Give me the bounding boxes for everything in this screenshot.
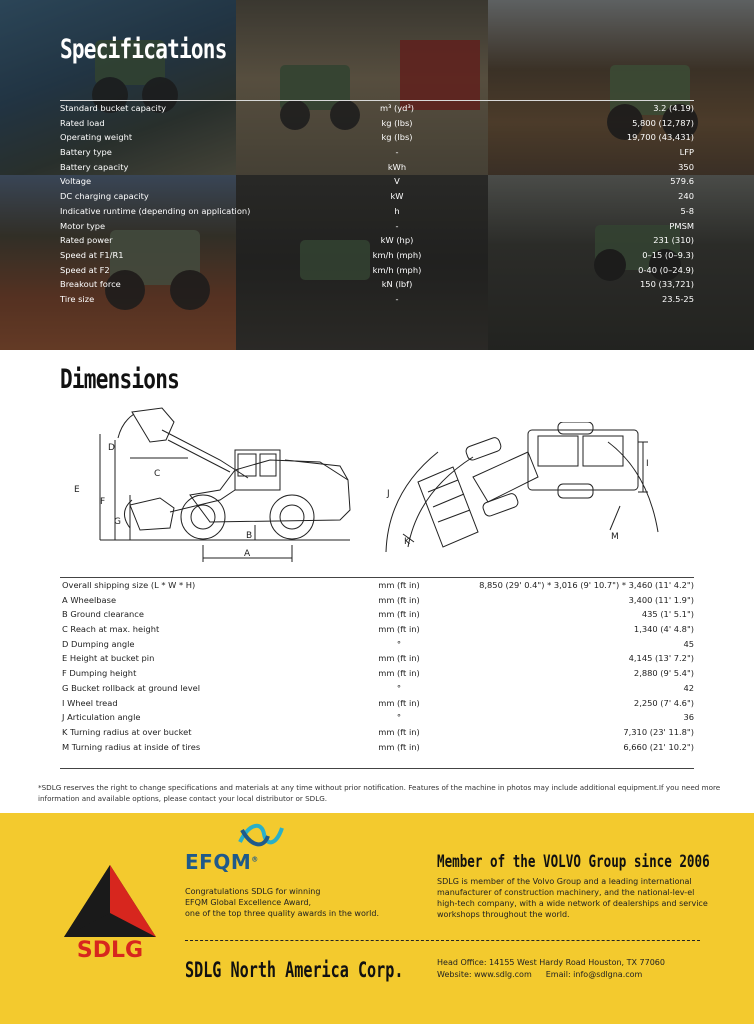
spec-row (60, 189, 694, 204)
efqm-name: EFQM (185, 850, 252, 874)
label-f: F (100, 497, 106, 507)
dim-row (60, 681, 694, 696)
row-value: 3.2 (4.19) (653, 103, 694, 113)
row-label: Battery capacity (60, 161, 129, 172)
row-value: 42 (683, 682, 694, 693)
row-label: Speed at F1/R1 (60, 249, 124, 260)
row-label: E Height at bucket pin (62, 653, 155, 664)
spec-row (60, 292, 694, 307)
row-label: Rated load (60, 117, 105, 128)
row-value: 7,310 (23' 11.8") (623, 726, 694, 737)
row-label: F Dumping height (62, 668, 137, 679)
row-unit: kW (390, 191, 404, 202)
label-k: K (404, 537, 410, 547)
row-label: M Turning radius at inside of tires (62, 741, 201, 752)
row-unit: kWh (387, 161, 407, 172)
row-label: K Turning radius at over bucket (62, 726, 192, 737)
spec-row (60, 101, 694, 116)
dim-row (60, 578, 694, 593)
efqm-wordmark (185, 850, 259, 874)
row-unit: - (395, 220, 399, 231)
row-value: 240 (678, 191, 694, 202)
row-label: Motor type (60, 220, 106, 231)
row-unit: ° (396, 682, 402, 693)
side-view-diagram (70, 400, 360, 570)
efqm-caption (185, 886, 415, 919)
row-value: 2,250 (7' 4.6") (633, 697, 694, 708)
spec-row (60, 145, 694, 160)
row-label: Breakout force (60, 279, 121, 290)
dimensions-table-bottom-rule (60, 768, 694, 769)
row-label: Rated power (60, 235, 113, 246)
row-label: Tire size (60, 293, 95, 304)
dim-row (60, 740, 694, 755)
row-label: B Ground clearance (62, 609, 144, 620)
row-unit: - (395, 293, 399, 304)
row-unit: - (395, 147, 399, 158)
efqm-line: Congratulations SDLG for winning (185, 887, 321, 896)
row-unit: ° (396, 638, 402, 649)
row-value: PMSM (669, 220, 694, 231)
row-label: Operating weight (60, 132, 133, 143)
spec-row (60, 263, 694, 278)
row-unit: ° (396, 712, 402, 723)
label-e: E (74, 485, 80, 495)
row-label: Voltage (60, 176, 92, 187)
dim-row (60, 710, 694, 725)
row-value: 45 (683, 638, 694, 649)
label-d: D (108, 443, 115, 453)
dim-row (60, 637, 694, 652)
dimensions-title: Dimensions (60, 364, 179, 395)
row-label: G Bucket rollback at ground level (62, 682, 201, 693)
spec-row (60, 174, 694, 189)
row-label: Battery type (60, 147, 112, 158)
dim-row (60, 622, 694, 637)
dashed-divider (185, 940, 700, 941)
efqm-line: EFQM Global Excellence Award, (185, 898, 312, 907)
spec-row (60, 248, 694, 263)
dim-row (60, 607, 694, 622)
row-unit: mm (ft in) (378, 580, 420, 590)
efqm-icon (180, 820, 290, 854)
volvo-heading: Member of the VOLVO Group since 2006 (437, 852, 710, 872)
specifications-table (60, 100, 694, 307)
row-unit: mm (ft in) (378, 609, 420, 620)
row-label: I Wheel tread (62, 697, 118, 708)
dim-row (60, 696, 694, 711)
row-value: 4,145 (13' 7.2") (628, 653, 694, 664)
spec-row (60, 130, 694, 145)
row-value: 435 (1' 5.1") (641, 609, 694, 620)
row-value: 1,340 (4' 4.8") (633, 624, 694, 635)
row-value: 0–15 (0–9.3) (642, 249, 694, 260)
spec-row (60, 277, 694, 292)
row-label: DC charging capacity (60, 191, 149, 202)
row-unit: mm (ft in) (378, 741, 420, 752)
row-value: 8,850 (29' 0.4") * 3,016 (9' 10.7") * 3,460 (11' 4.2") (479, 580, 694, 590)
dim-row (60, 593, 694, 608)
row-unit: kW (hp) (380, 235, 414, 246)
row-unit: mm (ft in) (378, 726, 420, 737)
efqm-line: one of the top three quality awards in the world. (185, 909, 379, 918)
row-unit: kN (lbf) (381, 279, 413, 290)
dimensions-table (60, 577, 694, 754)
row-unit: m³ (yd³) (379, 103, 415, 113)
label-b: B (246, 531, 253, 541)
row-value: 3,400 (11' 1.9") (628, 594, 694, 605)
row-unit: kg (lbs) (381, 132, 413, 143)
spec-row (60, 219, 694, 234)
row-value: 5-8 (680, 205, 694, 216)
label-j: J (387, 489, 390, 499)
row-unit: mm (ft in) (378, 668, 420, 679)
sdlg-logo-text: SDLG (76, 938, 144, 960)
efqm-tm: ® (251, 855, 259, 864)
website-link[interactable]: Website: www.sdlg.com (437, 970, 532, 979)
contact-block (437, 957, 665, 981)
row-value: 150 (33,721) (640, 279, 694, 290)
row-unit: mm (ft in) (378, 697, 420, 708)
email-link[interactable]: Email: info@sdlgna.com (545, 970, 643, 979)
dim-row (60, 651, 694, 666)
row-unit: V (394, 176, 400, 187)
spec-row (60, 233, 694, 248)
label-m: M (611, 532, 619, 542)
row-value: 0-40 (0–24.9) (638, 264, 694, 275)
row-label: J Articulation angle (62, 712, 141, 723)
row-unit: mm (ft in) (378, 594, 420, 605)
sdlg-logo (60, 865, 170, 960)
row-value: 19,700 (43,431) (626, 132, 694, 143)
row-label: Speed at F2 (60, 264, 110, 275)
row-unit: km/h (mph) (372, 264, 422, 275)
label-a: A (244, 549, 251, 559)
row-value: 350 (678, 161, 694, 172)
row-label: Indicative runtime (depending on application) (60, 205, 251, 216)
dim-row (60, 725, 694, 740)
row-value: 5,800 (12,787) (632, 117, 694, 128)
row-unit: h (394, 205, 400, 216)
row-label: A Wheelbase (62, 594, 117, 605)
row-label: Standard bucket capacity (60, 103, 166, 113)
row-unit: mm (ft in) (378, 653, 420, 664)
row-value: 2,880 (9' 5.4") (633, 668, 694, 679)
spec-row (60, 160, 694, 175)
spec-row (60, 116, 694, 131)
row-value: 23.5-25 (661, 293, 694, 304)
head-office: Head Office: 14155 West Hardy Road Houston, TX 77060 (437, 958, 665, 967)
label-i: I (646, 459, 649, 469)
dim-row (60, 666, 694, 681)
row-value: 579.6 (670, 176, 694, 187)
row-label: C Reach at max. height (62, 624, 160, 635)
spec-row (60, 204, 694, 219)
specifications-title: Specifications (60, 34, 227, 65)
row-label: Overall shipping size (L * W * H) (62, 580, 196, 590)
disclaimer: *SDLG reserves the right to change specifications and materials at any time without prior notification. Features of the machine in photos may include additional equipment.If you need more information and available options, please contact your local distributor or SDLG. (38, 783, 721, 803)
volvo-description: SDLG is member of the Volvo Group and a leading international manufacturer of construction machinery, and the national-lev-el high-tech company, with a wide network of dealerships and service workshops throughout the world. (437, 877, 708, 919)
row-unit: mm (ft in) (378, 624, 420, 635)
row-value: 36 (683, 712, 694, 723)
row-value: 6,660 (21' 10.2") (623, 741, 694, 752)
row-value: 231 (310) (653, 235, 694, 246)
row-label: D Dumping angle (62, 638, 135, 649)
label-g: G (114, 517, 121, 527)
corp-name: SDLG North America Corp. (185, 958, 404, 982)
label-c: C (154, 469, 161, 479)
row-unit: km/h (mph) (372, 249, 422, 260)
row-unit: kg (lbs) (381, 117, 413, 128)
top-view-diagram (378, 422, 678, 562)
row-value: LFP (679, 147, 694, 158)
